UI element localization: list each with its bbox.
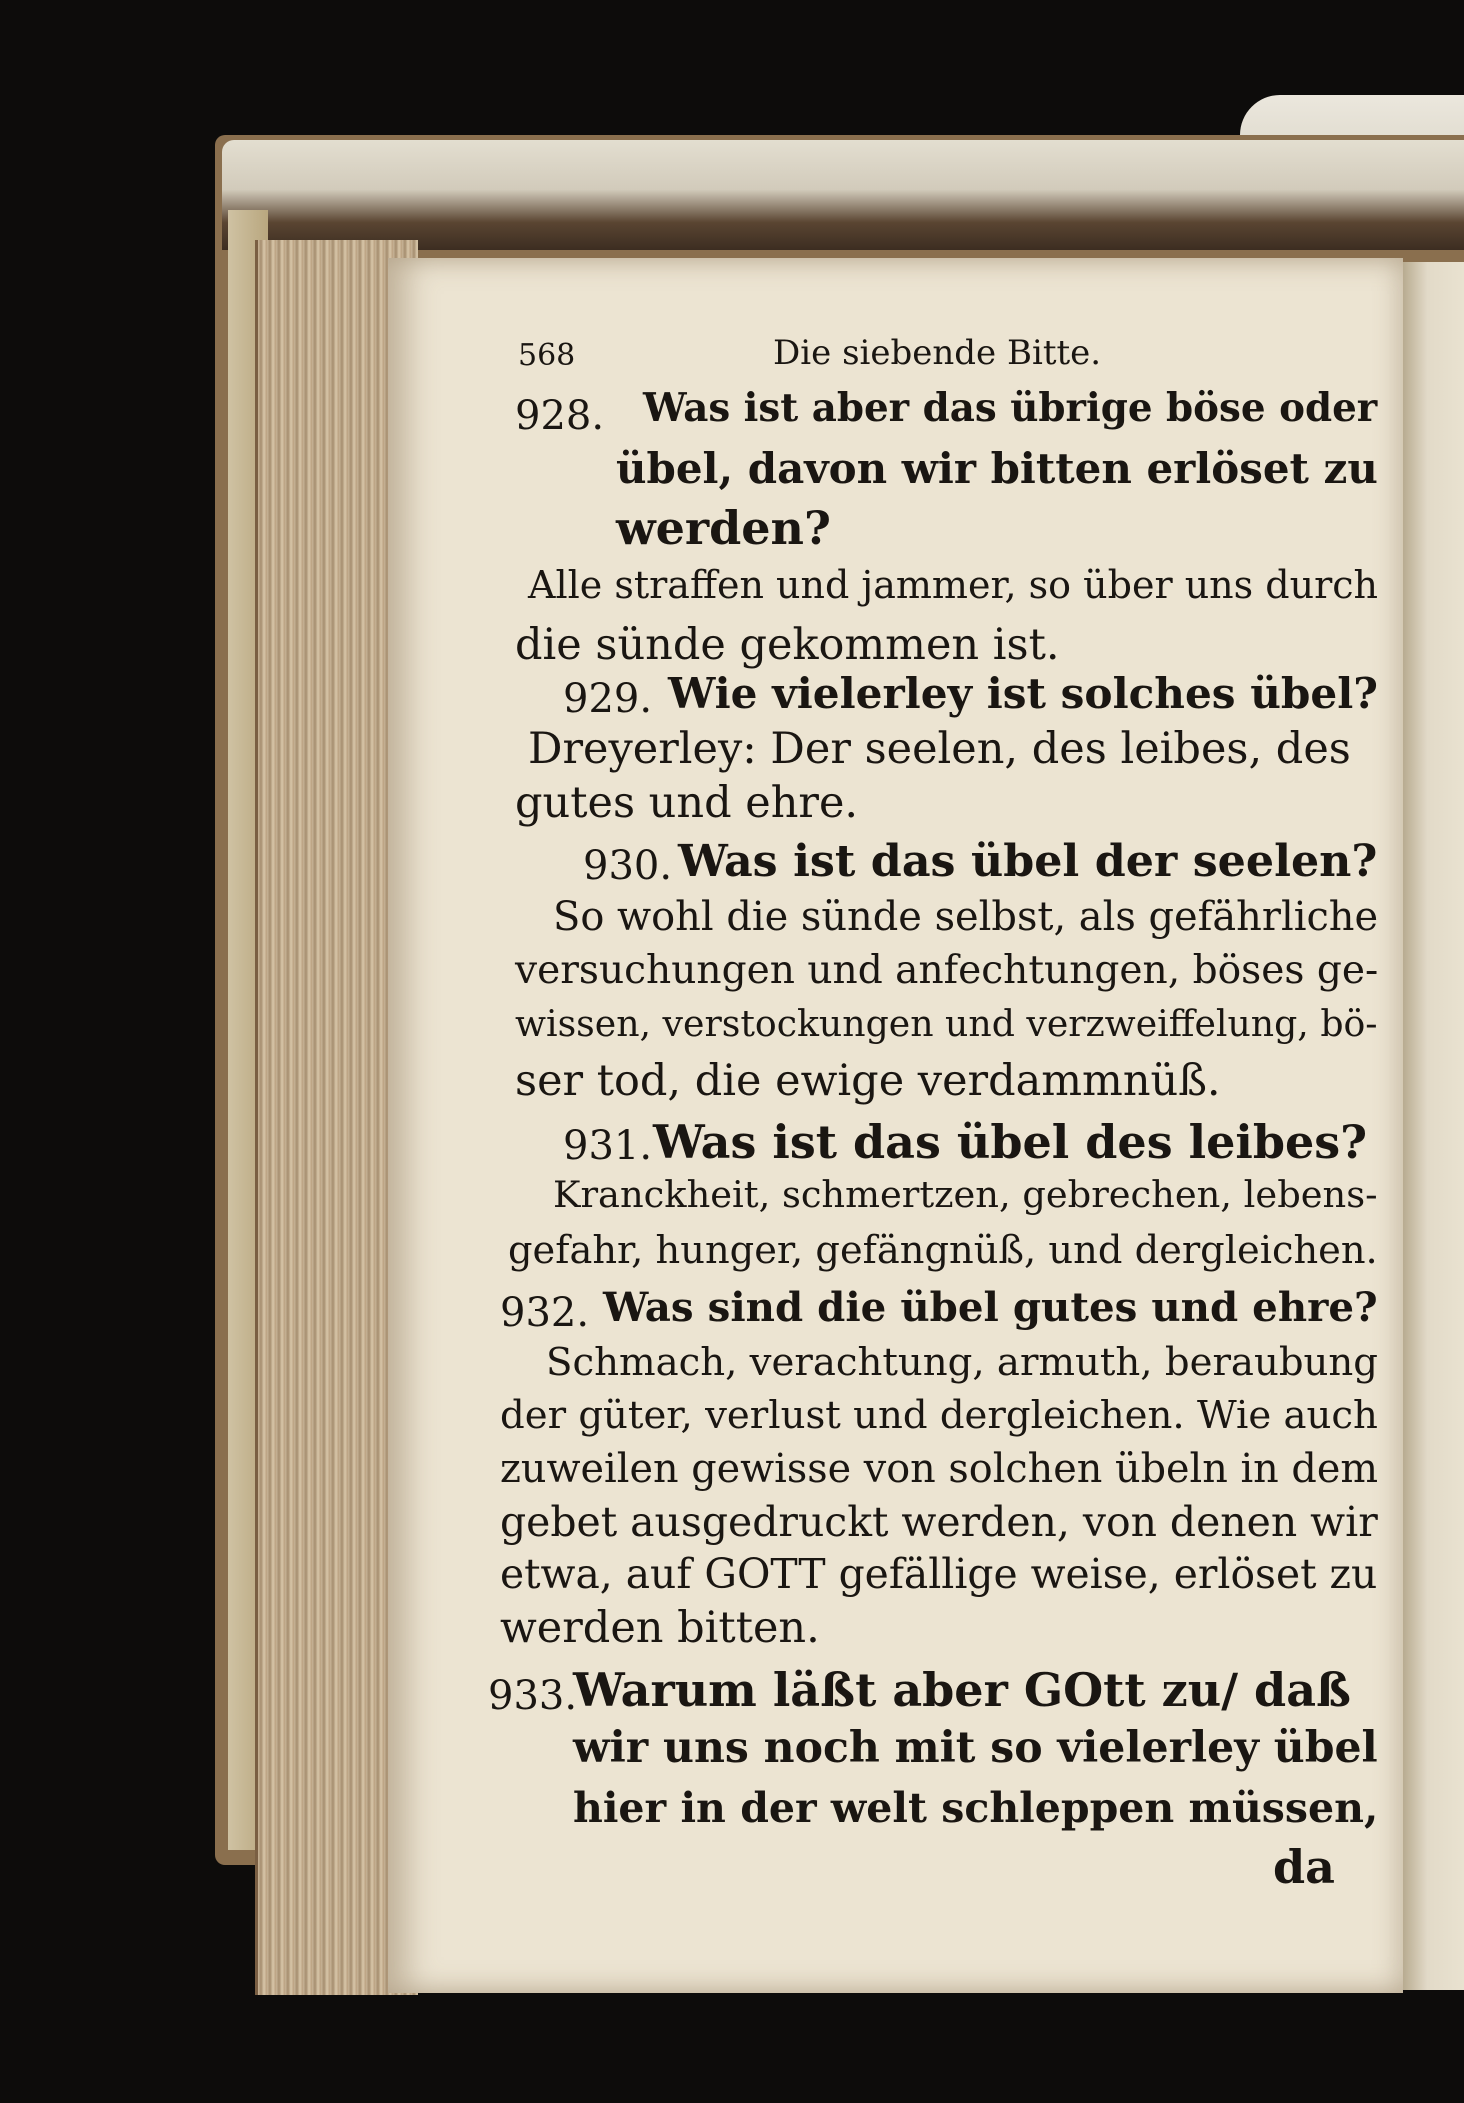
question-line: Was ist das übel des leibes? xyxy=(653,1115,1368,1169)
question-line: Wie vielerley ist solches übel? xyxy=(668,668,1378,718)
answer-line: die sünde gekommen ist. xyxy=(515,620,1060,670)
question-number: 933. xyxy=(488,1673,578,1719)
answer-line: etwa, auf GOTT gefällige weise, erlöset zu xyxy=(500,1550,1378,1598)
question-number: 930. xyxy=(583,843,673,889)
answer-line: gefahr, hunger, gefängnüß, und dergleichen. xyxy=(508,1228,1378,1273)
answer-line: Dreyerley: Der seelen, des leibes, des xyxy=(528,724,1351,774)
answer-line: Schmach, verachtung, armuth, beraubung xyxy=(546,1340,1379,1385)
question-number: 928. xyxy=(515,393,605,439)
answer-line: zuweilen gewisse von solchen übeln in dem xyxy=(500,1446,1379,1492)
answer-line: gutes und ehre. xyxy=(515,778,859,828)
answer-line: der güter, verlust und dergleichen. Wie auch xyxy=(500,1393,1378,1438)
running-title: Die siebende Bitte. xyxy=(773,333,1102,373)
answer-line: So wohl die sünde selbst, als gefährliche xyxy=(553,894,1379,940)
question-line: Was sind die übel gutes und ehre? xyxy=(603,1283,1378,1331)
facing-page-strip xyxy=(1403,262,1464,1990)
answer-line: versuchungen und anfechtungen, böses ge- xyxy=(515,948,1379,993)
page-number: 568 xyxy=(518,338,576,373)
question-line: Warum läßt aber GOtt zu/ daß xyxy=(573,1663,1351,1717)
question-line: übel, davon wir bitten erlöset zu xyxy=(616,444,1378,493)
question-number: 929. xyxy=(563,676,653,722)
question-line: Was ist das übel der seelen? xyxy=(678,835,1378,887)
book-page xyxy=(388,258,1403,1993)
book-top-edge xyxy=(222,140,1464,250)
answer-line: ser tod, die ewige verdammnüß. xyxy=(515,1056,1221,1106)
question-line: wir uns noch mit so vielerley übel xyxy=(573,1723,1378,1773)
answer-line: Kranckheit, schmertzen, gebrechen, lebens- xyxy=(553,1173,1378,1216)
question-line: hier in der welt schleppen müssen, xyxy=(573,1783,1379,1832)
question-line: Was ist aber das übrige böse oder xyxy=(643,386,1378,431)
answer-line: wissen, verstockungen und verzweiffelung, bö- xyxy=(515,1002,1378,1045)
page-text xyxy=(388,258,1403,1993)
question-number: 932. xyxy=(500,1290,590,1336)
question-number: 931. xyxy=(563,1123,653,1169)
catchword: da xyxy=(1273,1840,1335,1894)
answer-line: werden bitten. xyxy=(500,1603,820,1653)
answer-line: gebet ausgedruckt werden, von denen wir xyxy=(500,1498,1378,1546)
answer-line: Alle straffen und jammer, so über uns durch xyxy=(528,563,1379,607)
question-line: werden? xyxy=(616,501,831,555)
